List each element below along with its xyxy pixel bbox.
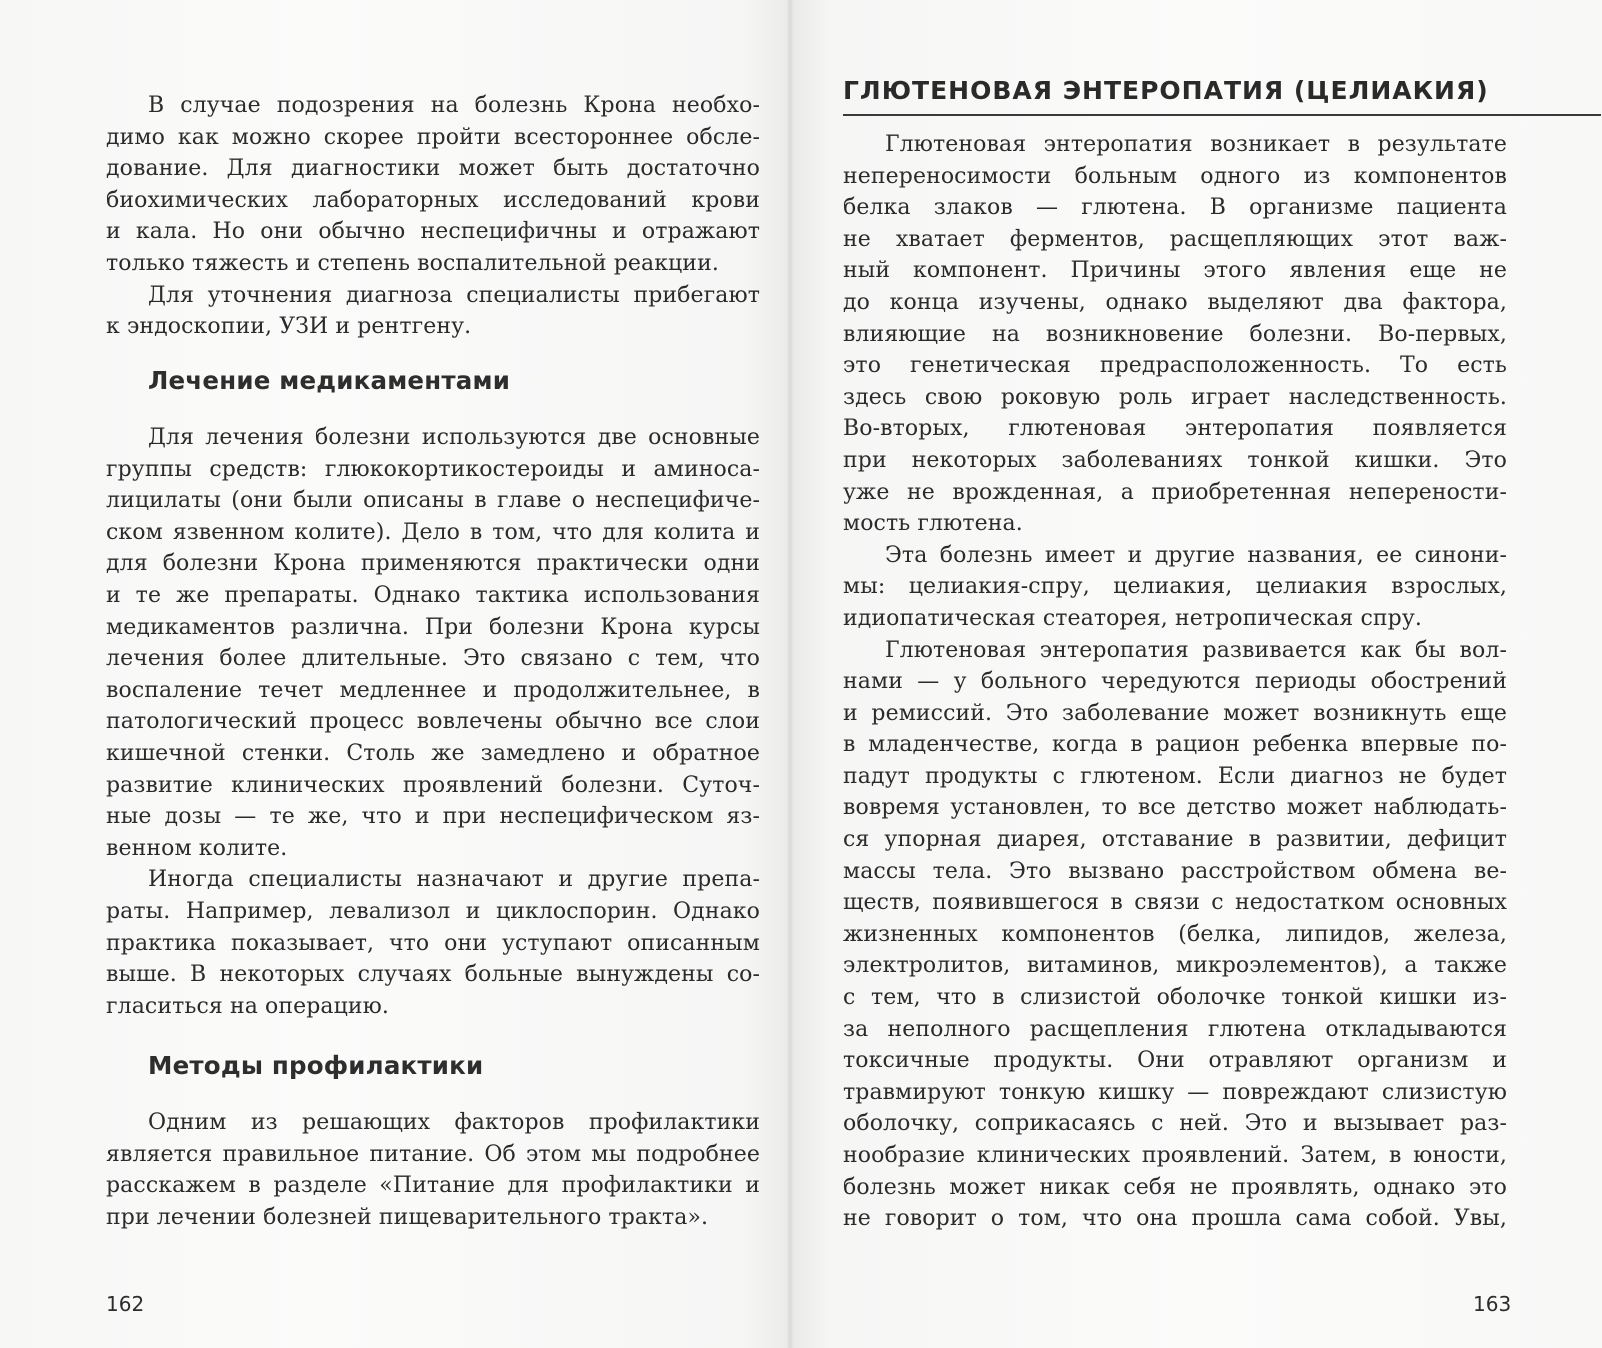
text-line: жизненных компонентов (белка, липидов, железа, [843,921,1507,947]
left-page [0,0,790,1348]
text-line: ный компонент. Причины этого явления еще не [843,258,1507,284]
text-line: в младенчестве, когда в рацион ребенка впервые по- [843,732,1507,758]
text-line: и кала. Но они обычно неспецифичны и отражают [106,219,760,245]
text-line: гласиться на операцию. [106,993,390,1019]
text-line: до конца изучены, однако выделяют два фактора, [843,289,1507,315]
text-line: только тяжесть и степень воспалительной реакции. [106,250,719,276]
text-line: уже не врожденная, а приобретенная неперености- [843,479,1507,505]
text-line: дование. Для диагностики может быть достаточно [106,156,760,182]
text-line: является правильное питание. Об этом мы подробнее [106,1141,760,1167]
text-line: и те же препараты. Однако тактика использования [106,582,760,608]
text-line: ные дозы — те же, что и при неспецифическом яз- [106,804,760,830]
text-line: непереносимости больным одного из компонентов [843,163,1507,189]
text-line: лечения более длительные. Это связано с тем, что [106,646,760,672]
text-line: массы тела. Это вызвано расстройством обмена ве- [843,858,1507,884]
text-line: идиопатическая стеаторея, нетропическая спру. [843,605,1423,631]
text-line: Во-вторых, глютеновая энтеропатия появляется [843,416,1507,442]
text-line: В случае подозрения на болезнь Крона необхо- [148,93,760,118]
left-text-block-1 [106,90,760,343]
text-line: Глютеновая энтеропатия развивается как бы вол- [885,637,1507,663]
right-text-block-1 [843,129,1507,1235]
text-line: биохимических лабораторных исследований крови [106,187,760,213]
text-line: венном колите. [106,835,288,861]
text-line: ском язвенном колите). Дело в том, что для колита и [106,519,760,545]
right-page [790,0,1602,1348]
page-number-left: 162 [106,1292,145,1316]
text-line: при некоторых заболеваниях тонкой кишки. Это [843,447,1507,473]
text-line: ся упорная диарея, отставание в развитии, дефицит [843,827,1507,853]
text-line: нообразие клинических проявлений. Затем, в юности, [843,1143,1507,1168]
text-line: Для лечения болезни используются две основные [148,425,760,450]
text-line: кишечной стенки. Столь же замедлено и обратное [106,740,760,766]
text-line: практика показывает, что они уступают описанным [106,930,760,956]
text-line: димо как можно скорее пройти всестороннее обсле- [106,124,760,150]
text-line: к эндоскопии, УЗИ и рентгену. [106,314,472,340]
text-line: развитие клинических проявлений болезни. Суточ- [106,772,760,798]
text-line: раты. Например, левализол и циклоспорин. Однако [106,898,760,924]
text-line: мы: целиакия-спру, целиакия, целиакия взрослых, [843,574,1507,600]
text-line: падут продукты с глютеном. Если диагноз не будет [843,763,1507,789]
text-line: не говорит о том, что она прошла сама собой. Увы, [843,1206,1507,1232]
text-line: лицилаты (они были описаны в главе о неспецифиче- [106,488,760,514]
text-line: Для уточнения диагноза специалисты прибегают [148,282,760,308]
text-line: белка злаков — глютена. В организме пациента [843,195,1507,221]
text-line: выше. В некоторых случаях больные вынуждены со- [106,962,760,988]
page-number-right: 163 [1473,1292,1512,1316]
text-line: не хватает ферментов, расщепляющих этот важ- [843,226,1507,252]
text-line: с тем, что в слизистой оболочке тонкой кишки из- [843,985,1507,1011]
text-line: Эта болезнь имеет и другие названия, ее синони- [885,542,1507,568]
text-line: травмируют тонкую кишку — повреждают слизистую [843,1079,1507,1105]
text-line: это генетическая предрасположенность. То есть [843,353,1507,379]
text-line: медикаментов различна. При болезни Крона курсы [106,614,760,640]
text-line: нами — у больного чередуются периоды обострений [843,669,1507,695]
text-line: и ремиссий. Это заболевание может возникнуть еще [843,700,1507,726]
heading-prevention-methods: Методы профилактики [148,1051,484,1080]
text-line: для болезни Крона применяются практически одни [106,551,760,577]
text-line: ществ, появившегося в связи с недостатком основных [843,890,1507,916]
text-line: Глютеновая энтеропатия возникает в результате [885,132,1507,157]
text-line: токсичные продукты. Они отравляют организм и [843,1048,1507,1074]
chapter-title: ГЛЮТЕНОВАЯ ЭНТЕРОПАТИЯ (ЦЕЛИАКИЯ) [843,76,1489,105]
text-line: Иногда специалисты назначают и другие препа- [148,867,760,893]
text-line: воспаление течет медленнее и продолжительнее, в [106,677,760,703]
text-line: здесь свою роковую роль играет наследственность. [843,384,1507,410]
left-text-block-3 [106,1107,760,1233]
text-line: при лечении болезней пищеварительного тракта». [106,1204,709,1230]
text-line: группы средств: глюкокортикостероиды и аминоса- [106,456,760,482]
text-line: расскажем в разделе «Питание для профилактики и [106,1173,760,1199]
left-text-block-2 [106,422,760,1022]
text-line: оболочку, соприкасаясь с ней. Это и вызывает раз- [843,1111,1507,1137]
text-line: патологический процесс вовлечены обычно все слои [106,709,760,735]
heading-medication-treatment: Лечение медикаментами [148,366,511,395]
text-line: электролитов, витаминов, микроэлементов), а также [843,953,1507,979]
text-line: влияющие на возникновение болезни. Во-первых, [843,321,1507,347]
text-line: за неполного расщепления глютена откладываются [843,1016,1507,1042]
book-gutter [786,0,794,1348]
text-line: вовремя установлен, то все детство может наблюдать- [843,795,1507,821]
text-line: болезнь может никак себя не проявлять, однако это [843,1174,1507,1200]
title-underline [843,114,1601,116]
text-line: Одним из решающих факторов профилактики [148,1110,760,1135]
text-line: мость глютена. [843,511,1023,537]
